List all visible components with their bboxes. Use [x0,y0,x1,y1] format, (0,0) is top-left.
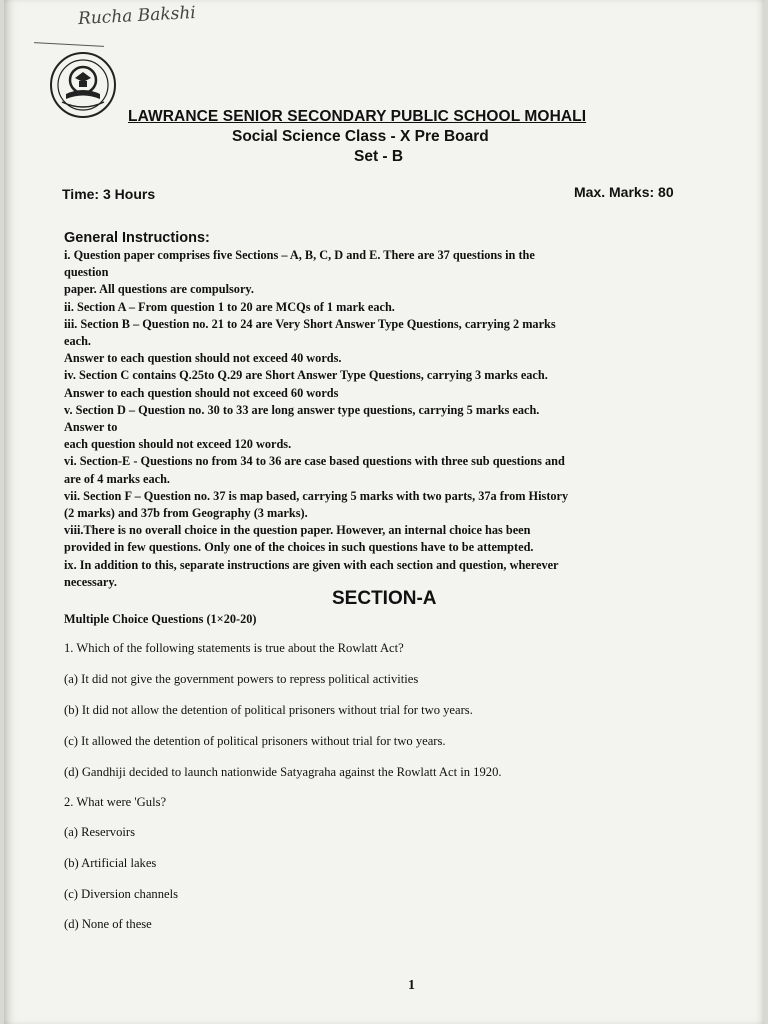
question-2: 2. What were 'Guls? [64,795,167,809]
instruction-line: viii.There is no overall choice in the question paper. However, an internal choice has been [64,523,531,538]
instruction-line: Answer to each question should not exceed 60 words [64,385,339,400]
instructions-list [64,247,704,591]
signature-underline [34,42,104,47]
question-2-option-b: (b) Artificial lakes [64,856,157,870]
question-2-option-c: (c) Diversion channels [64,887,179,901]
instruction-line: vii. Section F – Question no. 37 is map based, carrying 5 marks with two parts, 37a from History [64,488,569,503]
instruction-line: vi. Section-E - Questions no from 34 to 36 are case based questions with three sub questions and [64,454,565,469]
school-name: LAWRANCE SENIOR SECONDARY PUBLIC SCHOOL MOHALI [128,108,587,125]
exam-time: Time: 3 Hours [62,186,156,202]
instructions-heading: General Instructions: [64,230,210,246]
instruction-line: iv. Section C contains Q.25to Q.29 are Short Answer Type Questions, carrying 3 marks each. [64,368,548,383]
instruction-line: provided in few questions. Only one of the choices in such questions have to be attempted. [64,540,534,555]
question-1-option-c: (c) It allowed the detention of political prisoners without trial for two years. [64,734,446,748]
instruction-line: (2 marks) and 37b from Geography (3 marks). [64,506,308,521]
signature-text: Rucha Bakshi [77,2,197,30]
section-title: SECTION-A [332,588,437,609]
instruction-line: i. Question paper comprises five Sections – A, B, C, D and E. There are 37 questions in the [64,248,535,262]
instruction-line: iii. Section B – Question no. 21 to 24 are Very Short Answer Type Questions, carrying 2 marks [64,316,556,331]
instruction-line: ix. In addition to this, separate instructions are given with each section and question, wherever [64,557,559,572]
instruction-line: are of 4 marks each. [64,471,170,486]
instruction-line: paper. All questions are compulsory. [64,282,254,297]
mcq-heading: Multiple Choice Questions (1×20-20) [64,612,257,626]
instruction-line: ii. Section A – From question 1 to 20 are MCQs of 1 mark each. [64,299,395,314]
question-1-option-b: (b) It did not allow the detention of political prisoners without trial for two years. [64,703,473,717]
instruction-line: Answer to each question should not exceed 40 words. [64,351,342,366]
max-marks: Max. Marks: 80 [574,184,674,200]
school-logo-icon [48,50,118,120]
instruction-line: each question should not exceed 120 words. [64,437,292,452]
exam-set: Set - B [354,148,404,165]
exam-page [4,0,764,1024]
question-1: 1. Which of the following statements is true about the Rowlatt Act? [64,641,404,655]
instruction-line: Answer to [64,420,118,435]
handwritten-signature [78,3,197,29]
question-2-option-d: (d) None of these [64,917,152,931]
question-1-option-d: (d) Gandhiji decided to launch nationwide Satyagraha against the Rowlatt Act in 1920. [64,765,502,779]
question-1-option-a: (a) It did not give the government powers to repress political activities [64,672,419,686]
instruction-line: each. [64,334,91,349]
instruction-line: question [64,265,109,280]
instruction-line: necessary. [64,574,117,589]
page-number: 1 [408,978,415,993]
question-2-option-a: (a) Reservoirs [64,825,135,839]
exam-subject: Social Science Class - X Pre Board [232,128,489,145]
instruction-line: v. Section D – Question no. 30 to 33 are long answer type questions, carrying 5 marks each. [64,402,540,417]
